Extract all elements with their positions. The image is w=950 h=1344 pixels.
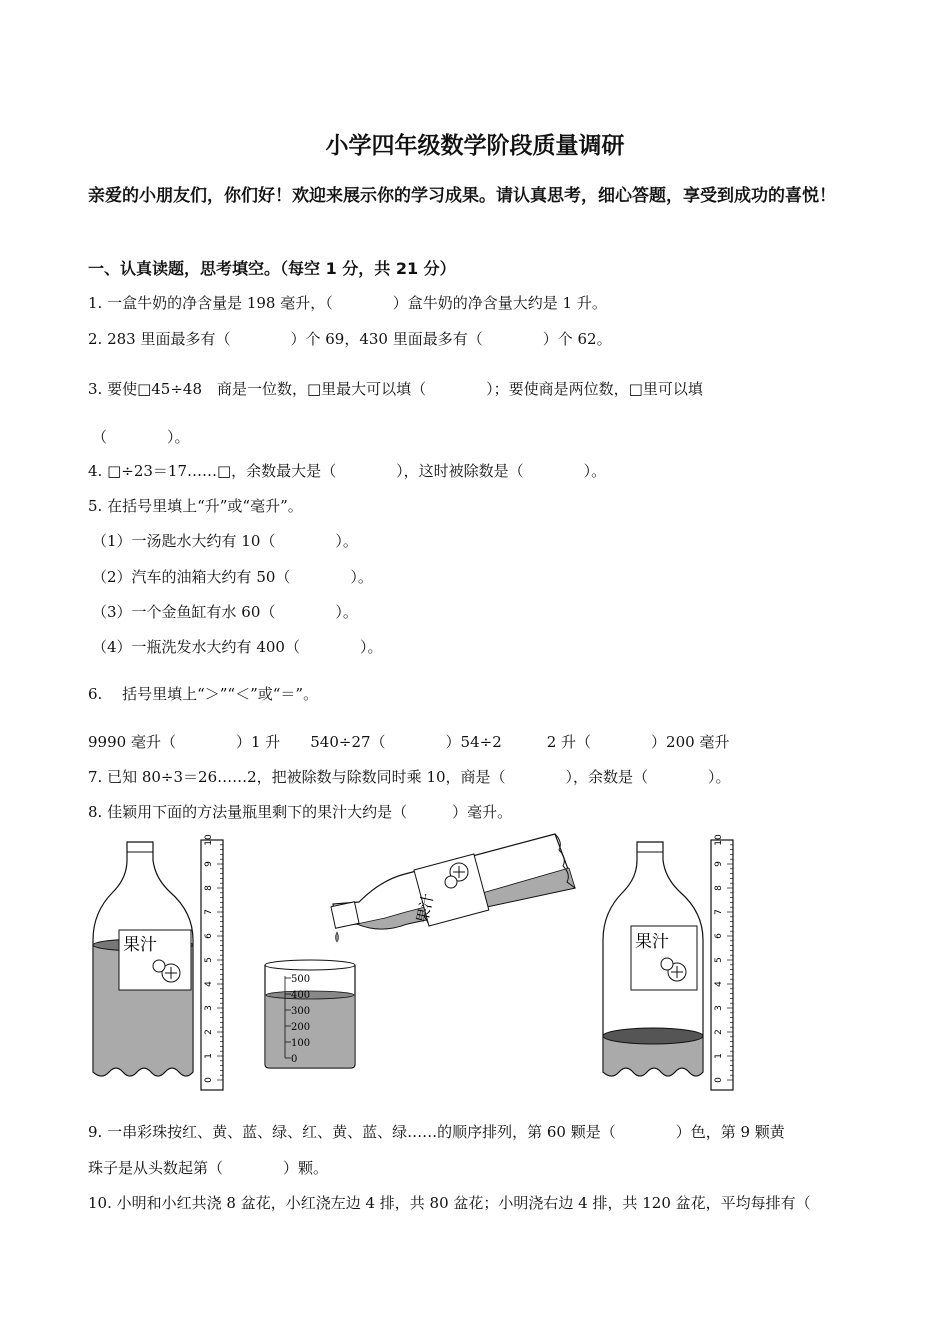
intro-text: 亲爱的小朋友们，你们好！欢迎来展示你的学习成果。请认真思考，细心答题，享受到成功的喜悦！ [88, 186, 836, 206]
juice-label-right: 果汁 [635, 932, 669, 952]
ruler-tick-label: 7 [204, 909, 214, 915]
ruler-tick-label: 7 [714, 909, 724, 915]
ruler-tick-label: 9 [204, 861, 214, 867]
ruler-tick-label: 5 [714, 957, 724, 963]
ruler-tick-label: 6 [204, 933, 214, 939]
ruler-tick-label: 10 [204, 834, 214, 846]
ruler-tick-label: 8 [204, 885, 214, 891]
question-8: 8. 佳颖用下面的方法量瓶里剩下的果汁大约是（ ）毫升。 [88, 803, 513, 821]
page-title: 小学四年级数学阶段质量调研 [325, 133, 625, 159]
juice-label-left: 果汁 [123, 935, 157, 955]
ruler-tick-label: 9 [714, 861, 724, 867]
beaker-tick-label: 0 [291, 1054, 298, 1065]
question-5-4: （4）一瓶洗发水大约有 400（ ）。 [92, 638, 383, 656]
ruler-left [201, 834, 223, 1090]
section-heading: 一、认真读题，思考填空。（每空 1 分，共 21 分） [88, 259, 456, 278]
ruler-tick-label: 4 [204, 981, 214, 987]
question-3-continued: （ ）。 [92, 428, 190, 446]
question-9: 9. 一串彩珠按红、黄、蓝、绿、红、黄、蓝、绿……的顺序排列，第 60 颗是（ ）色，第 9 颗黄 [88, 1123, 785, 1141]
beaker-tick-label: 200 [291, 1022, 311, 1033]
ruler-tick-label: 1 [204, 1053, 214, 1059]
juice-measurement-figure [85, 828, 865, 1098]
question-5-1: （1）一汤匙水大约有 10（ ）。 [92, 532, 358, 550]
ruler-tick-label: 0 [714, 1077, 724, 1083]
beaker [265, 960, 355, 1068]
question-6-comparisons: 9990 毫升（ ）1 升 540÷27（ ）54÷2 2 升（ ）200 毫升 [88, 733, 730, 751]
question-10: 10. 小明和小红共浇 8 盆花，小红浇左边 4 排，共 80 盆花；小明浇右边 4 排，共 120 盆花，平均每排有（ [88, 1194, 811, 1212]
juice-illustration [85, 828, 865, 1098]
ruler-tick-label: 4 [714, 981, 724, 987]
ruler-tick-label: 10 [714, 834, 724, 846]
ruler-tick-label: 5 [204, 957, 214, 963]
question-9-continued: 珠子是从头数起第（ ）颗。 [88, 1159, 329, 1177]
ruler-right [711, 834, 733, 1090]
ruler-tick-label: 3 [204, 1005, 214, 1011]
beaker-tick-label: 300 [291, 1006, 311, 1017]
question-5: 5. 在括号里填上“升”或“毫升”。 [88, 497, 303, 515]
ruler-tick-label: 3 [714, 1005, 724, 1011]
beaker-tick-label: 100 [291, 1038, 311, 1049]
question-5-3: （3）一个金鱼缸有水 60（ ）。 [92, 603, 358, 621]
ruler-tick-label: 8 [714, 885, 724, 891]
ruler-tick-label: 2 [204, 1029, 214, 1035]
juice-label-pouring: 果汁 [413, 891, 438, 925]
question-5-2: （2）汽车的油箱大约有 50（ ）。 [92, 568, 373, 586]
beaker-tick-label: 500 [291, 974, 311, 985]
question-6: 6. 括号里填上“＞”“＜”或“＝”。 [88, 685, 319, 703]
right-bottle [603, 842, 703, 1076]
pouring-bottle [331, 834, 575, 942]
question-3: 3. 要使□45÷48 商是一位数，□里最大可以填（ ）；要使商是两位数，□里可以填 [88, 380, 703, 398]
ruler-tick-label: 0 [204, 1077, 214, 1083]
ruler-tick-label: 1 [714, 1053, 724, 1059]
question-4: 4. □÷23＝17……□，余数最大是（ ），这时被除数是（ ）。 [88, 462, 607, 480]
ruler-tick-label: 6 [714, 933, 724, 939]
beaker-tick-label: 400 [291, 990, 311, 1001]
question-1: 1. 一盒牛奶的净含量是 198 毫升，（ ）盒牛奶的净含量大约是 1 升。 [88, 294, 607, 312]
ruler-tick-label: 2 [714, 1029, 724, 1035]
question-7: 7. 已知 80÷3＝26……2，把被除数与除数同时乘 10，商是（ ），余数是（ ）。 [88, 768, 731, 786]
question-2: 2. 283 里面最多有（ ）个 69，430 里面最多有（ ）个 62。 [88, 330, 612, 348]
left-bottle [93, 842, 193, 1076]
